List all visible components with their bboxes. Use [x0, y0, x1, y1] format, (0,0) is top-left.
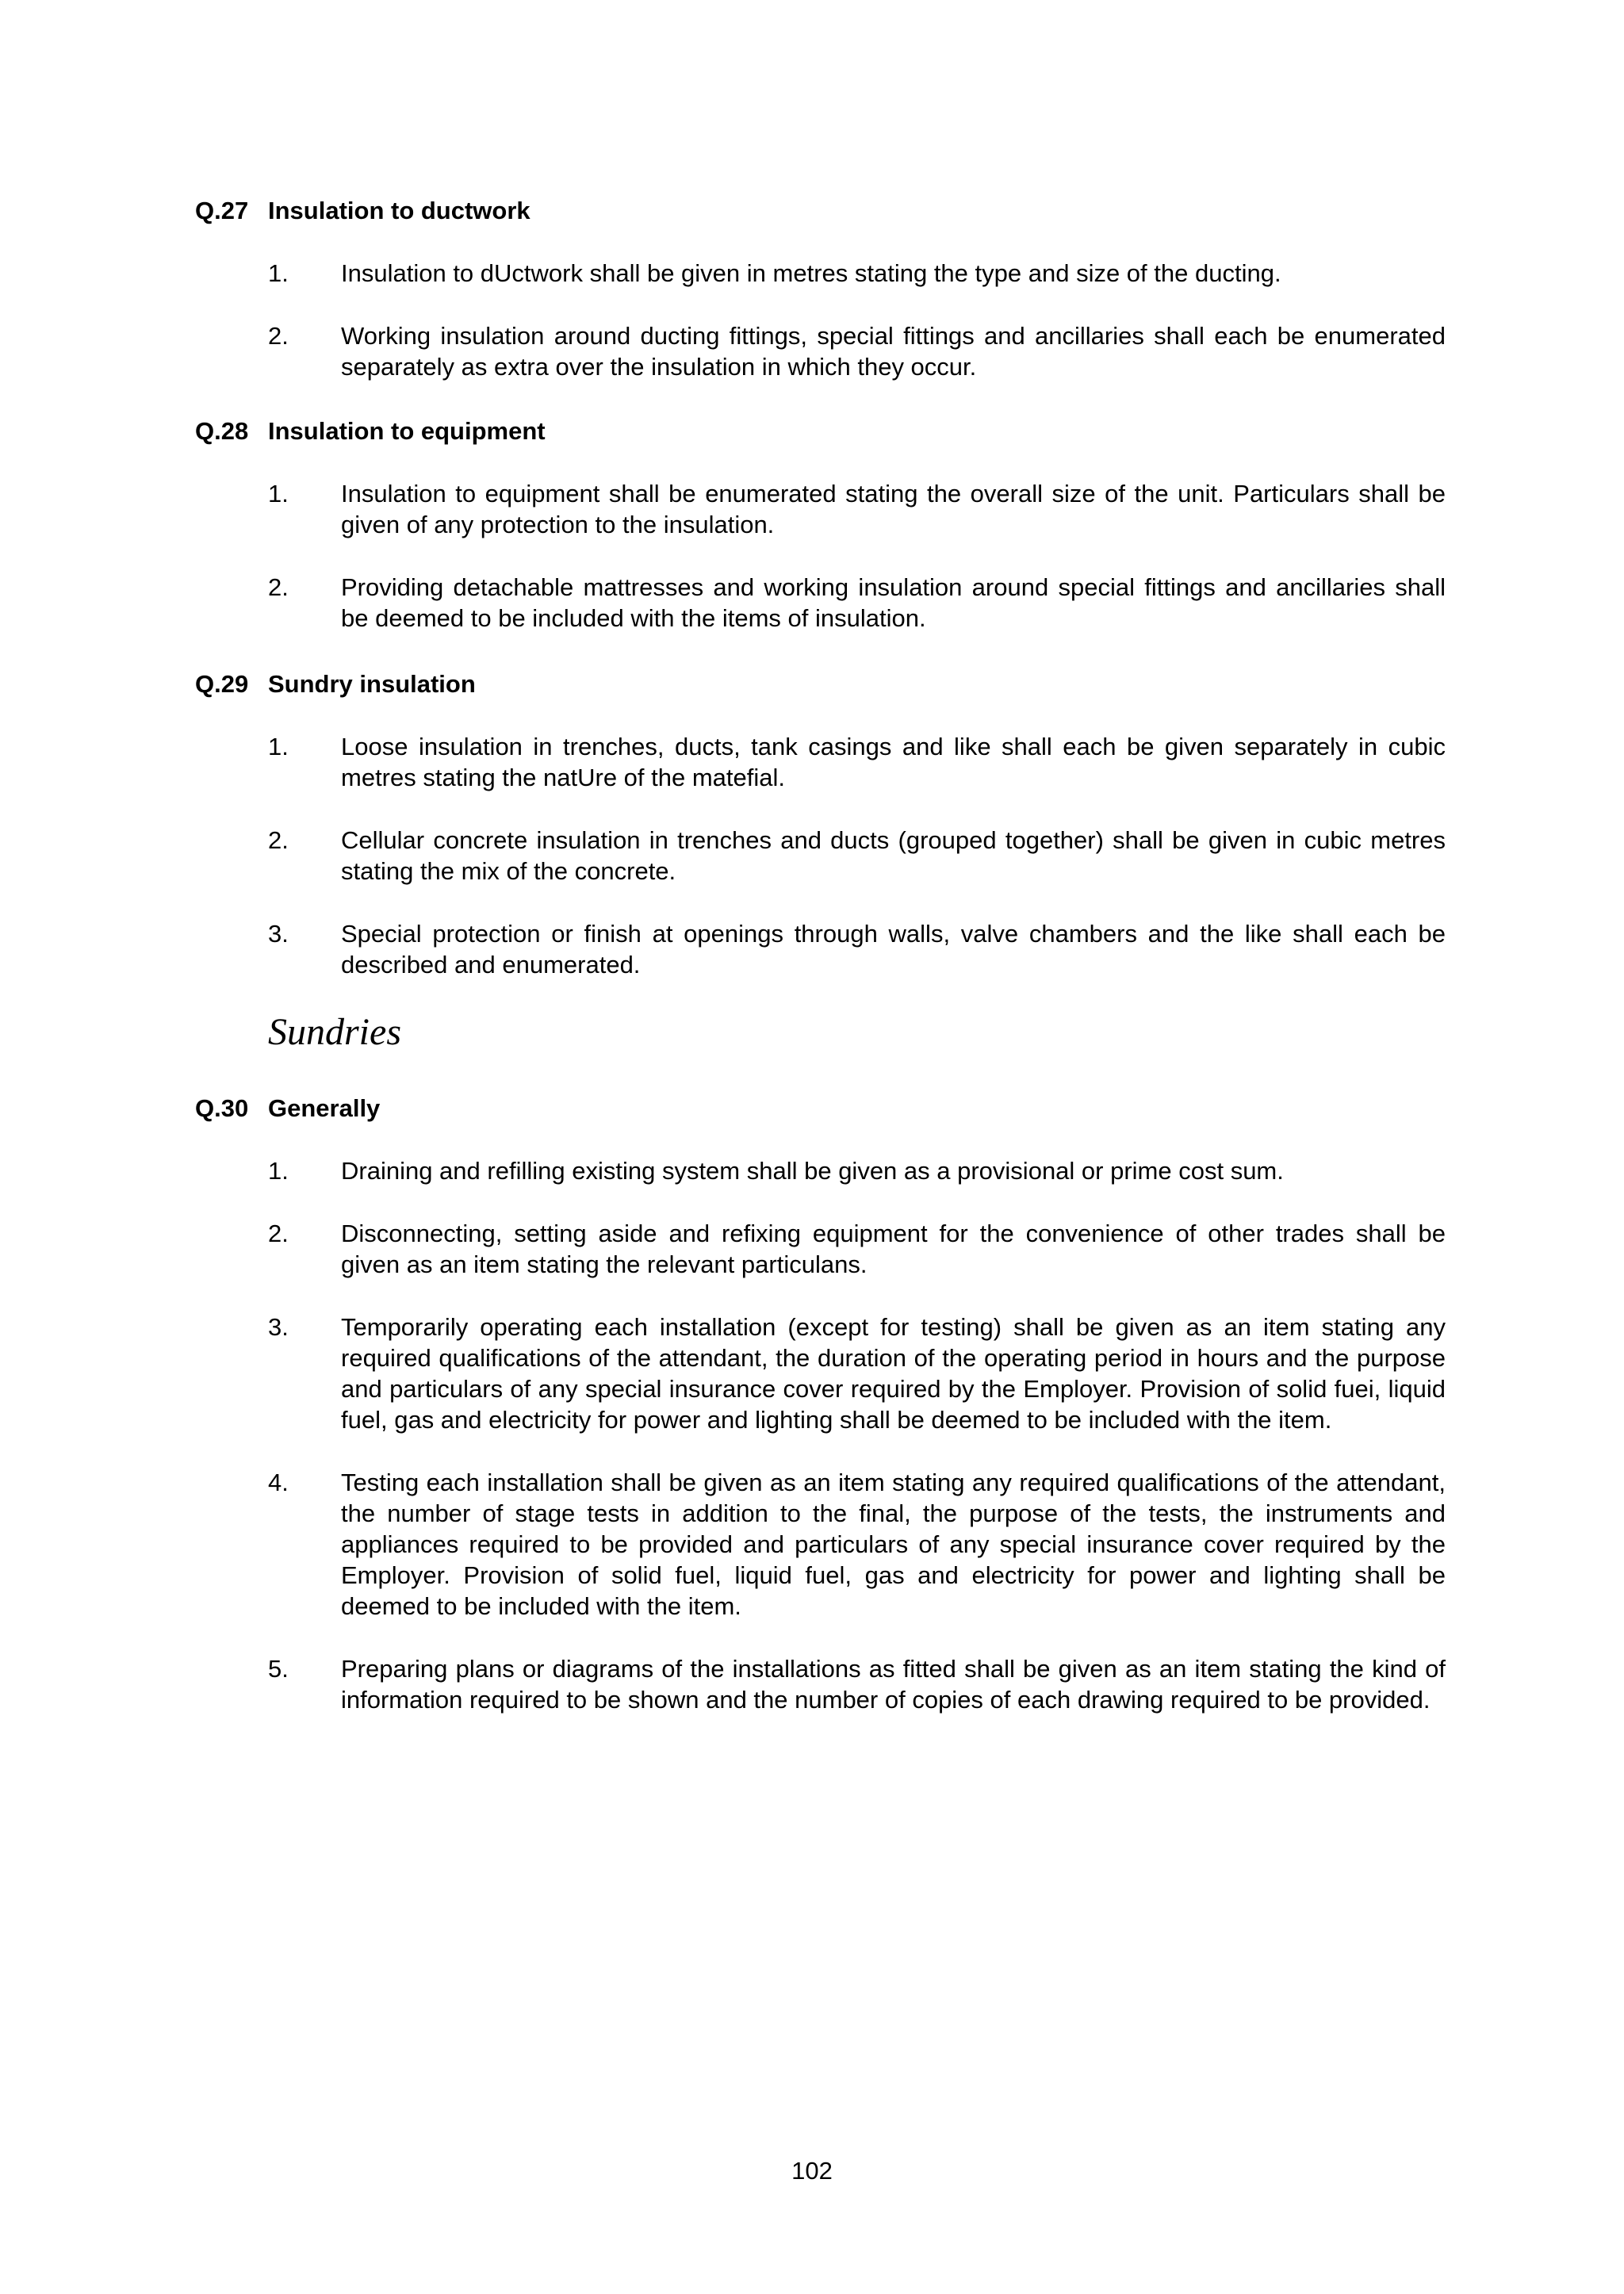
- list-item: [268, 731, 1446, 793]
- section-code: Q.27: [195, 197, 249, 224]
- section-q29: [195, 668, 1446, 1012]
- section-code: Q.29: [195, 670, 249, 698]
- item-text: Disconnecting, setting aside and refixing equipment for the convenience of other trades shall be given as an item stating the relevant particulans.: [341, 1220, 1446, 1278]
- list-item: [268, 1653, 1446, 1715]
- item-number: 2.: [268, 1220, 289, 1247]
- list-item: [268, 918, 1446, 980]
- section-heading: [195, 1093, 1446, 1124]
- item-number: 1.: [268, 259, 289, 287]
- list-item: [268, 320, 1446, 382]
- item-text: Cellular concrete insulation in trenches and ducts (grouped together) shall be given in cubic metres stating the mix of the concrete.: [341, 826, 1446, 885]
- list-item: [268, 478, 1446, 540]
- section-code: Q.30: [195, 1094, 249, 1122]
- list-item: [268, 258, 1446, 289]
- list-item: [268, 1312, 1446, 1435]
- section-heading: [195, 195, 1446, 226]
- section-title: Sundry insulation: [268, 670, 476, 698]
- item-text: Working insulation around ducting fittings, special fittings and ancillaries shall each be enumerated separately as extra over the insulation in which they occur.: [341, 322, 1446, 381]
- item-number: 1.: [268, 480, 289, 507]
- item-number: 3.: [268, 1313, 289, 1341]
- list-item: [268, 1218, 1446, 1280]
- item-text: Draining and refilling existing system shall be given as a provisional or prime cost sum.: [341, 1157, 1284, 1185]
- section-title: Insulation to ductwork: [268, 197, 530, 224]
- item-text: Special protection or finish at openings through walls, valve chambers and the like shall each be described and enumerated.: [341, 920, 1446, 978]
- item-text: Preparing plans or diagrams of the installations as fitted shall be given as an item stating the kind of information required to be shown and the number of copies of each drawing required to be provided.: [341, 1655, 1446, 1714]
- item-text: Testing each installation shall be given as an item stating any required qualifications of the attendant, the number of stage tests in addition to the final, the purpose of the tests, the instruments and appliances required to be provided and particulars of any special insurance cover required by the Employer. Provision of solid fuel, liquid fuel, gas and electricity for power and lighting shall be deemed to be included with the item.: [341, 1469, 1446, 1620]
- section-heading: [195, 668, 1446, 699]
- list-item: [268, 1155, 1446, 1186]
- item-text: Insulation to equipment shall be enumerated stating the overall size of the unit. Particulars shall be given of any protection to the insulation.: [341, 480, 1446, 538]
- item-number: 3.: [268, 920, 289, 948]
- item-text: Providing detachable mattresses and working insulation around special fittings and ancillaries shall be deemed to be included with the items of insulation.: [341, 573, 1446, 632]
- item-number: 1.: [268, 733, 289, 760]
- item-number: 2.: [268, 573, 289, 601]
- item-number: 2.: [268, 322, 289, 350]
- item-text: Insulation to dUctwork shall be given in metres stating the type and size of the ducting.: [341, 259, 1281, 287]
- item-number: 4.: [268, 1469, 289, 1496]
- section-title: Generally: [268, 1094, 381, 1122]
- item-text: Loose insulation in trenches, ducts, tank casings and like shall each be given separately in cubic metres stating the natUre of the matefial.: [341, 733, 1446, 791]
- item-number: 5.: [268, 1655, 289, 1683]
- section-q30: [195, 1093, 1446, 1747]
- list-item: [268, 1467, 1446, 1622]
- section-title: Insulation to equipment: [268, 417, 546, 445]
- item-number: 1.: [268, 1157, 289, 1185]
- page-number: 102: [791, 2157, 833, 2185]
- section-q28: [195, 416, 1446, 665]
- section-q27: [195, 195, 1446, 414]
- sundries-heading: Sundries: [268, 1011, 401, 1053]
- item-number: 2.: [268, 826, 289, 854]
- list-item: [268, 572, 1446, 634]
- section-code: Q.28: [195, 417, 249, 445]
- section-heading: [195, 416, 1446, 446]
- list-item: [268, 825, 1446, 887]
- item-text: Temporarily operating each installation (except for testing) shall be given as an item stating any required qualifications of the attendant, the duration of the operating period in hours and the purpose and particulars of any special insurance cover required by the Employer. Provision of solid fuei, liquid fuel, gas and electricity for power and lighting shall be deemed to be included with the item.: [341, 1313, 1446, 1434]
